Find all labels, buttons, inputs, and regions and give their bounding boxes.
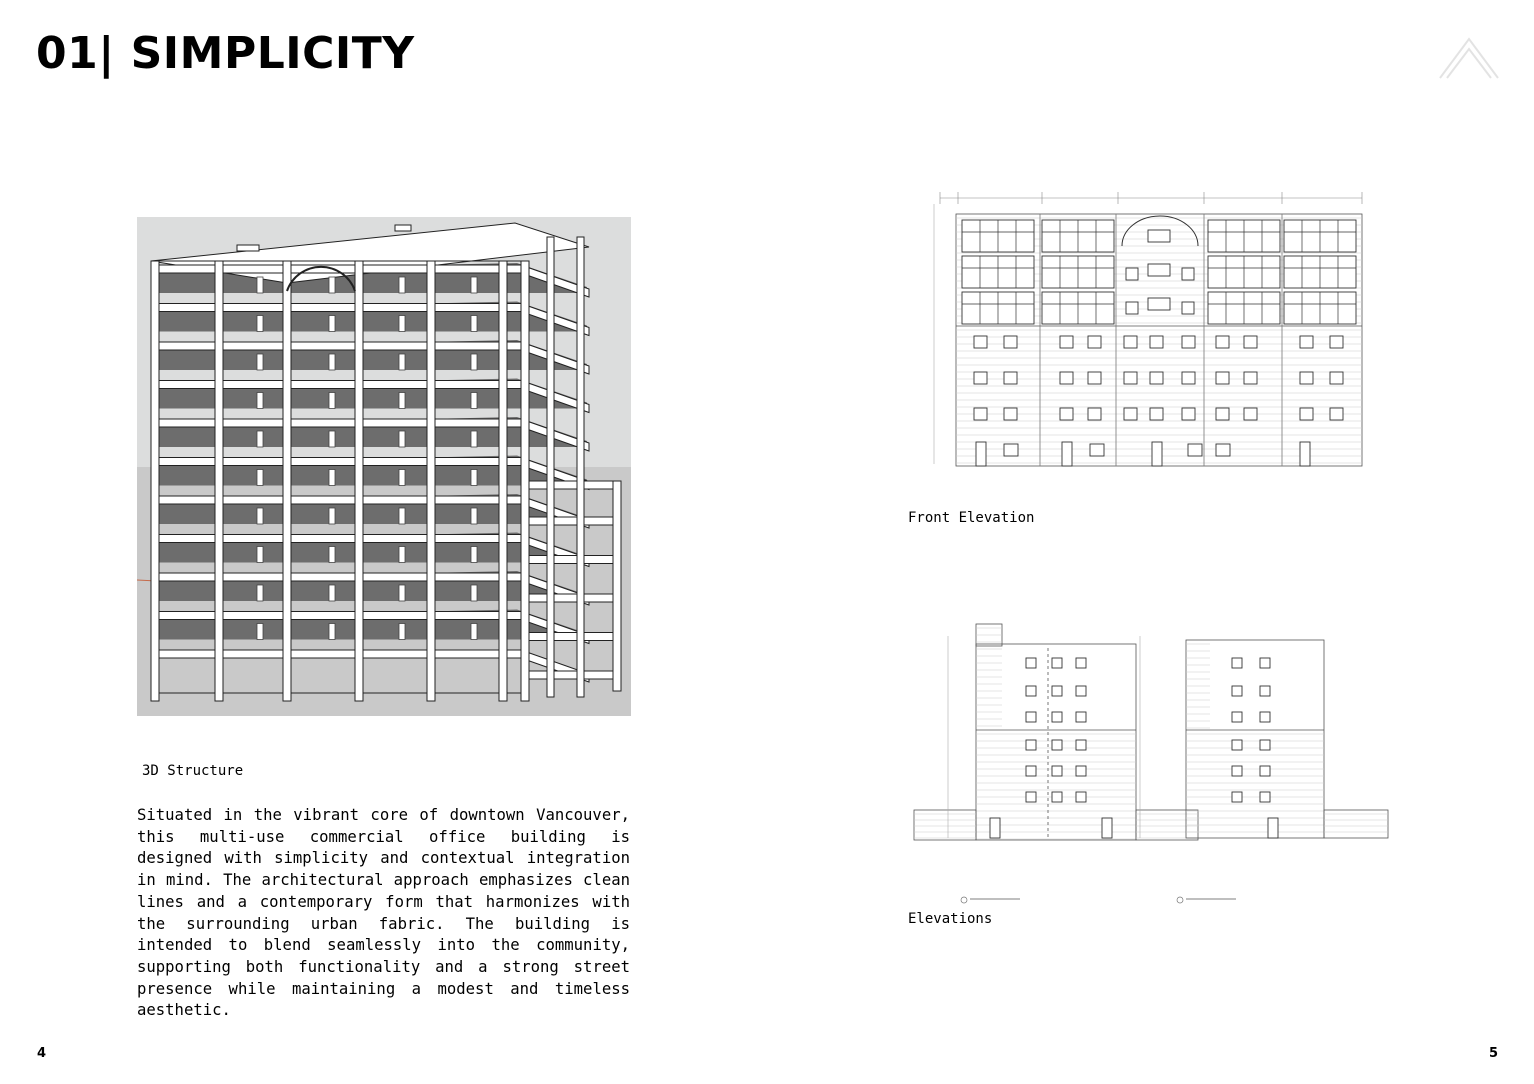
- page-number-left: 4: [37, 1046, 47, 1061]
- front-elevation-drawing: [912, 184, 1392, 474]
- side-elevations-drawing: [912, 622, 1392, 907]
- page-number-right: 5: [1489, 1046, 1499, 1061]
- elevations-caption: Elevations: [908, 911, 993, 927]
- front-elevation-caption: Front Elevation: [908, 510, 1035, 526]
- 3d-structure-caption: 3D Structure: [142, 763, 244, 779]
- 3d-structure-image: [137, 217, 631, 716]
- page-title: 01| SIMPLICITY: [36, 28, 415, 79]
- description-paragraph: Situated in the vibrant core of downtown Vancouver, this multi-use commercial office building is designed with simplicity and contextual integration in mind. The architectural approach emphasizes clean lines and a contemporary form that harmonizes with the surrounding urban fabric. The building is intended to blend seamlessly into the community, supporting both functionality and a strong street presence while maintaining a modest and timeless aesthetic.: [137, 806, 630, 1020]
- triangle-outline-logo-icon: [1438, 36, 1500, 80]
